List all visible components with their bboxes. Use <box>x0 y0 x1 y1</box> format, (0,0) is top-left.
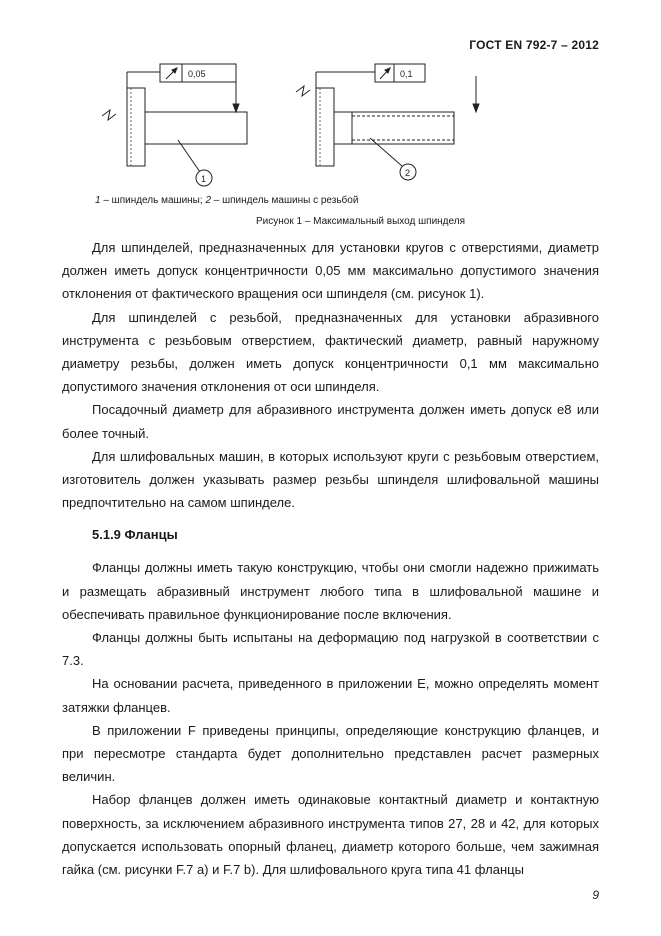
legend-text-2: – шпиндель машины с резьбой <box>211 195 359 206</box>
callout-2: 2 <box>405 168 411 178</box>
legend-text-1: – шпиндель машины; <box>100 195 206 206</box>
callout-1: 1 <box>201 174 207 184</box>
section-heading: 5.1.9 Фланцы <box>92 527 178 543</box>
figure-legend <box>95 195 358 206</box>
paragraph: В приложении F приведены принципы, определяющие конструкцию фланцев, и при пересмотре стандарта будет дополнительно представлен расчет размерных величин. <box>62 722 599 785</box>
document-body <box>62 236 599 881</box>
paragraph: Фланцы должны быть испытаны на деформацию под нагрузкой в соответствии с 7.3. <box>62 630 599 669</box>
legend-number-1: 1 <box>95 195 101 206</box>
left-tolerance-value: 0,05 <box>188 69 206 79</box>
right-spindle-drawing <box>296 64 479 180</box>
legend-number-2: 2 <box>205 195 211 206</box>
paragraph: Посадочный диаметр для абразивного инструмента должен иметь допуск e8 или более точный. <box>62 402 599 441</box>
page-number: 9 <box>592 888 599 902</box>
paragraph: Набор фланцев должен иметь одинаковые контактный диаметр и контактную поверхность, за исключением абразивного инструмента типов 27, 28 и 42, для которых допускается использовать опорный фланец, диаметр которого больше, чем зажимная гайка (см. рисунки F.7 a) и F.7 b). Для шлифовального круга типа 41 фланцы <box>62 792 599 878</box>
document-header: ГОСТ EN 792-7 – 2012 <box>469 38 599 52</box>
paragraph: Для шлифовальных машин, в которых используют круги с резьбовым отверстием, изготовитель должен указывать размер резьбы шпинделя шлифовальной машины предпочтительно на самом шпинделе. <box>62 448 599 511</box>
figure-caption: Рисунок 1 – Максимальный выход шпинделя <box>255 216 465 227</box>
paragraph: На основании расчета, приведенного в приложении E, можно определять момент затяжки фланцев. <box>62 676 599 715</box>
left-spindle-drawing <box>102 64 247 186</box>
paragraph: Фланцы должны иметь такую конструкцию, чтобы они смогли надежно прижимать и размещать абразивный инструмент любого типа в шлифовальной машине и обеспечивать правильное функционирование после включения. <box>62 560 599 622</box>
right-tolerance-value: 0,1 <box>400 69 413 79</box>
paragraph: Для шпинделей с резьбой, предназначенных для установки абразивного инструмента с резьбовым отверстием, фактический диаметр, равный наружному диаметру резьбы, должен иметь допуск концентричности 0,1 мм максимально допустимого значения отклонения от оси шпинделя. <box>62 309 599 395</box>
spindle-runout-figure <box>90 58 510 198</box>
paragraph: Для шпинделей, предназначенных для установки кругов с отверстиями, диаметр должен иметь допуск концентричности 0,05 мм максимально допустимого значения отклонения от фактического вращения оси шпинделя (см. рисунок 1). <box>62 240 599 302</box>
